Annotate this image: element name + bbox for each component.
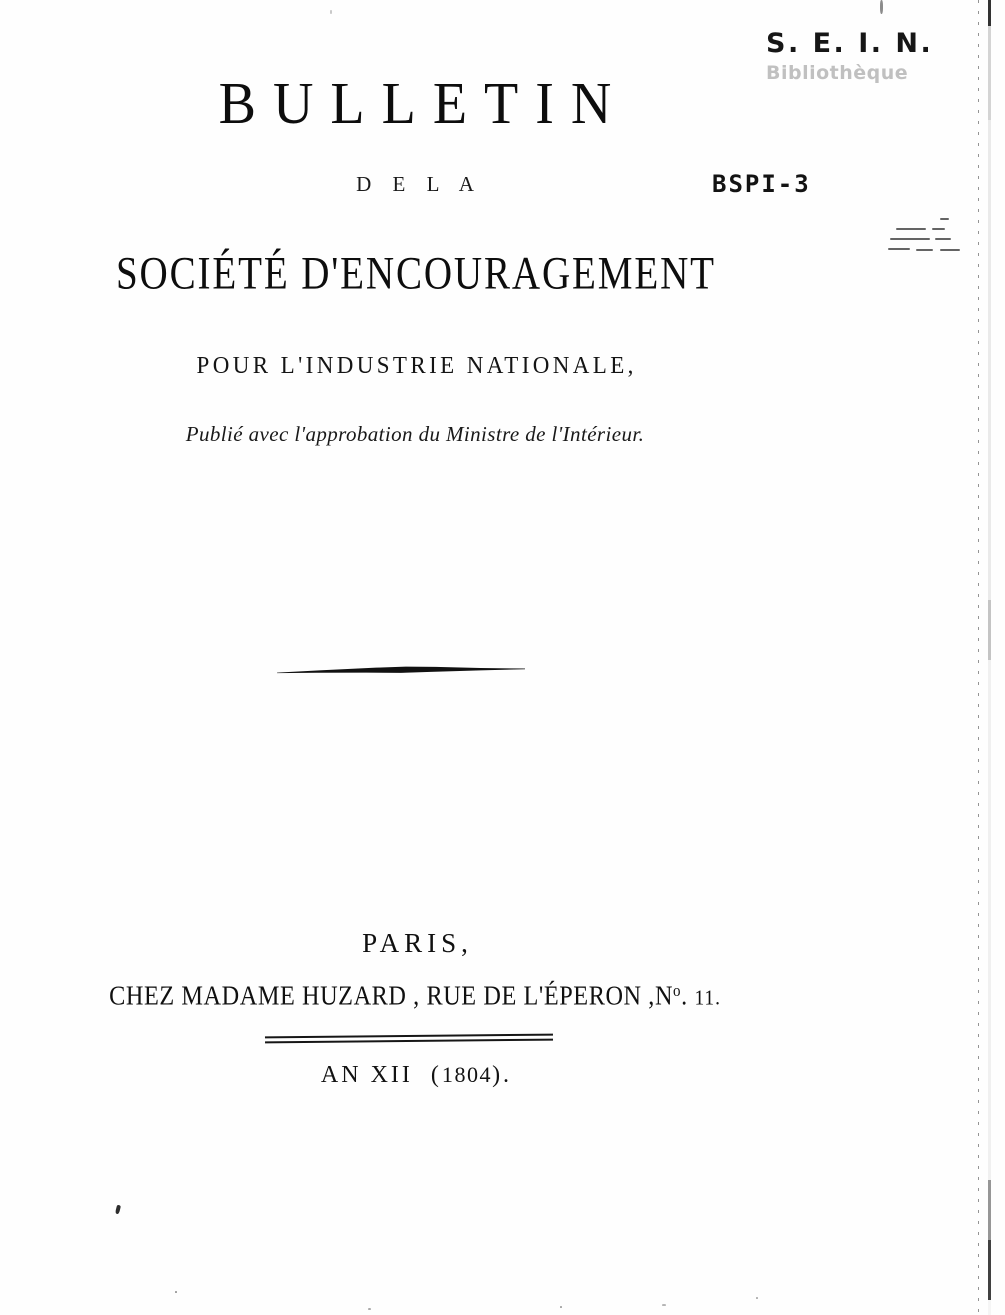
page-title: BULLETIN — [218, 70, 629, 137]
marginalia-mark — [916, 249, 933, 251]
ink-speck — [368, 1308, 371, 1310]
rule-upper — [265, 1034, 553, 1039]
marginalia-mark — [932, 228, 945, 230]
imprint-year-close: ). — [492, 1062, 513, 1088]
double-rule-divider — [265, 1034, 553, 1044]
society-subject: POUR L'INDUSTRIE NATIONALE, — [196, 351, 637, 379]
marginalia-mark — [896, 228, 926, 230]
imprint-year-prefix: AN XII — [320, 1062, 413, 1088]
imprint-year-digits: 1804 — [441, 1062, 493, 1087]
scan-edge-right — [988, 0, 991, 1315]
call-number-stamp: BSPI-3 — [712, 170, 811, 198]
ink-speck — [560, 1306, 562, 1308]
library-stamp-initials: S. E. I. N. — [766, 28, 934, 59]
approbation-note: Publié avec l'approbation du Ministre de l'Intérieur. — [185, 422, 645, 446]
imprint-publisher — [12, 983, 817, 1010]
title-de-la: D E L A — [356, 172, 482, 196]
marginalia-mark — [935, 238, 951, 240]
ink-speck — [115, 1205, 121, 1215]
imprint-year-open: ( — [430, 1062, 442, 1088]
ink-speck — [662, 1304, 666, 1306]
imprint-year — [0, 1063, 830, 1087]
marginalia-mark — [940, 249, 960, 251]
scan-edge-speckle — [978, 0, 979, 1315]
ink-speck — [175, 1291, 177, 1293]
imprint-number-ordinal: o — [673, 981, 682, 1001]
faded-marginalia — [888, 216, 974, 258]
society-name: SOCIÉTÉ D'ENCOURAGEMENT — [115, 248, 716, 300]
rule-lower — [265, 1039, 553, 1044]
ink-speck — [756, 1297, 758, 1299]
imprint-street-number: 11. — [694, 986, 721, 1011]
marginalia-mark — [890, 238, 930, 240]
marginalia-mark — [888, 248, 910, 250]
ink-speck — [330, 10, 332, 14]
library-stamp — [766, 30, 956, 102]
imprint-publisher-text: CHEZ MADAME HUZARD , RUE DE L'ÉPERON , — [109, 981, 655, 1012]
library-stamp-sublabel: Bibliothèque — [766, 62, 909, 84]
ornament-lens-shape — [277, 664, 525, 677]
ink-speck — [880, 0, 883, 14]
imprint-number-punct: . — [681, 981, 688, 1012]
imprint-city: PARIS, — [362, 928, 473, 958]
marginalia-mark — [940, 218, 949, 220]
spindle-ornament — [277, 664, 525, 677]
imprint-number-abbrev: N — [654, 981, 674, 1012]
